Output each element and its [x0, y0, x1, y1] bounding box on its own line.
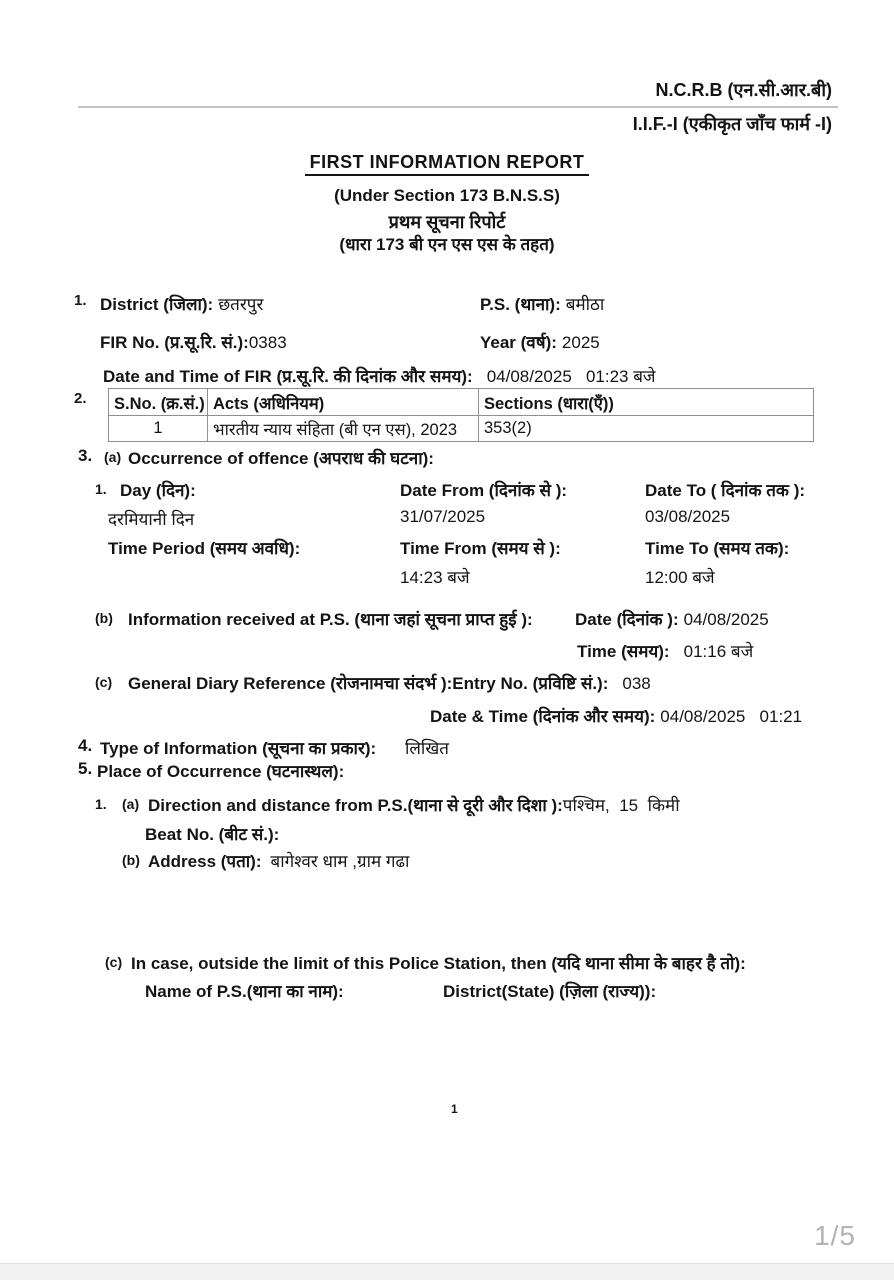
district-field: [100, 292, 263, 315]
fir-no-field: [100, 330, 287, 353]
section5c-marker: (c): [105, 954, 123, 970]
type-of-information-value: लिखित: [405, 739, 449, 758]
viewer-bottom-bar: [0, 1263, 894, 1280]
gd-entry-value: 038: [622, 674, 651, 693]
direction-distance-field: [148, 793, 680, 816]
section5a-marker: (a): [122, 796, 140, 812]
info-received-date-value: 04/08/2025: [683, 610, 769, 629]
fir-no-label: FIR No. (प्र.सू.रि. सं.):: [100, 333, 249, 352]
occurrence-row-number: 1.: [95, 481, 107, 497]
title-subtitle-en: (Under Section 173 B.N.S.S): [334, 186, 560, 205]
acts-sections-table: [108, 388, 814, 442]
section2-number: 2.: [74, 390, 87, 407]
section3b-title: Information received at P.S. (थाना जहां सूचना प्राप्त हुई ):: [128, 610, 533, 629]
time-from-label: Time From (समय से ):: [400, 539, 561, 558]
header-iif: I.I.F.-I (एकीकृत जाँच फार्म -I): [632, 114, 832, 134]
section5-item-number: 1.: [95, 796, 107, 812]
fir-datetime-label: Date and Time of FIR (प्र.सू.रि. की दिनांक और समय):: [103, 367, 473, 386]
section3c-marker: (c): [95, 674, 113, 690]
ps-name-label: Name of P.S.(थाना का नाम):: [145, 982, 344, 1001]
date-to-label: Date To ( दिनांक तक ):: [645, 481, 806, 500]
header-divider: [78, 106, 838, 108]
district-state-label: District(State) (ज़िला (राज्य)):: [443, 982, 657, 1001]
district-label: District (जिला):: [100, 295, 214, 314]
gd-datetime-field: [430, 704, 802, 727]
date-to-value: 03/08/2025: [645, 507, 731, 526]
outside-limit-label: In case, outside the limit of this Police Station, then (यदि थाना सीमा के बाहर है तो):: [131, 954, 746, 973]
info-received-date-label: Date (दिनांक ):: [575, 610, 679, 629]
viewer-page-indicator: 1/5: [814, 1220, 856, 1251]
acts-table-row: [109, 416, 814, 442]
time-from-value: 14:23 बजे: [400, 568, 470, 587]
acts-table-header-row: [109, 389, 814, 416]
title-subtitle-hi: प्रथम सूचना रिपोर्ट: [388, 212, 506, 232]
section5b-marker: (b): [122, 852, 140, 868]
fir-datetime-value: 04/08/2025 01:23 बजे: [486, 367, 656, 386]
gd-reference-title: General Diary Reference (रोजनामचा संदर्भ ):: [128, 674, 453, 693]
section1-number: 1.: [74, 292, 87, 309]
section5-number: 5.: [78, 759, 93, 778]
place-of-occurrence-label: Place of Occurrence (घटनास्थल):: [97, 762, 345, 781]
beat-no-label: Beat No. (बीट सं.):: [145, 825, 280, 844]
year-field: [480, 330, 600, 353]
day-value: दरमियानी दिन: [108, 510, 195, 529]
acts-table-header-sections: Sections (धारा(एँ)): [479, 389, 814, 416]
gd-datetime-label: Date & Time (दिनांक और समय):: [430, 707, 656, 726]
section3b-marker: (b): [95, 610, 113, 626]
acts-table-header-sno: S.No. (क्र.सं.): [109, 389, 208, 416]
year-label: Year (वर्ष):: [480, 333, 557, 352]
fir-no-value: 0383: [248, 333, 287, 352]
ps-label: P.S. (थाना):: [480, 295, 561, 314]
gd-datetime-value: 04/08/2025 01:21: [660, 707, 803, 726]
info-received-time-field: [577, 639, 753, 662]
section3a-marker: (a): [104, 449, 122, 465]
direction-distance-value: पश्चिम, 15 किमी: [562, 796, 680, 815]
year-value: 2025: [561, 333, 600, 352]
acts-row-act: भारतीय न्याय संहिता (बी एन एस), 2023: [208, 416, 479, 442]
info-received-date-field: [575, 607, 769, 630]
gd-entry-label: Entry No. (प्रविष्टि सं.):: [452, 674, 609, 693]
direction-distance-label: Direction and distance from P.S.(थाना से दूरी और दिशा ):: [148, 796, 563, 815]
time-to-value: 12:00 बजे: [645, 568, 715, 587]
page-number: 1: [451, 1102, 458, 1116]
acts-row-section: 353(2): [479, 416, 814, 442]
section3-number: 3.: [78, 446, 93, 465]
fir-datetime-field: [103, 364, 656, 387]
type-of-information-label: Type of Information (सूचना का प्रकार):: [100, 739, 377, 758]
ps-value: बमीठा: [565, 295, 605, 314]
gd-reference-field: [128, 671, 651, 694]
ps-field: [480, 292, 604, 315]
title-subtitle-hi2: (धारा 173 बी एन एस एस के तहत): [339, 235, 555, 254]
info-received-time-label: Time (समय):: [577, 642, 670, 661]
section3a-title: Occurrence of offence (अपराध की घटना):: [128, 449, 434, 468]
day-label: Day (दिन):: [120, 481, 196, 500]
address-label: Address (पता):: [148, 852, 262, 871]
date-from-label: Date From (दिनांक से ):: [400, 481, 568, 500]
address-field: [148, 849, 409, 872]
document-title-text: FIRST INFORMATION REPORT: [305, 152, 590, 176]
info-received-time-value: 01:16 बजे: [683, 642, 754, 661]
district-value: छतरपुर: [218, 295, 264, 314]
time-to-label: Time To (समय तक):: [645, 539, 790, 558]
header-ncrb: N.C.R.B (एन.सी.आर.बी): [655, 80, 832, 100]
time-period-label: Time Period (समय अवधि):: [108, 539, 301, 558]
address-value: बागेश्वर धाम ,ग्राम गढा: [270, 852, 410, 871]
acts-row-sno: 1: [109, 416, 208, 442]
acts-table-header-acts: Acts (अधिनियम): [208, 389, 479, 416]
document-title: [0, 152, 894, 173]
date-from-value: 31/07/2025: [400, 507, 486, 526]
section4-number: 4.: [78, 736, 93, 755]
